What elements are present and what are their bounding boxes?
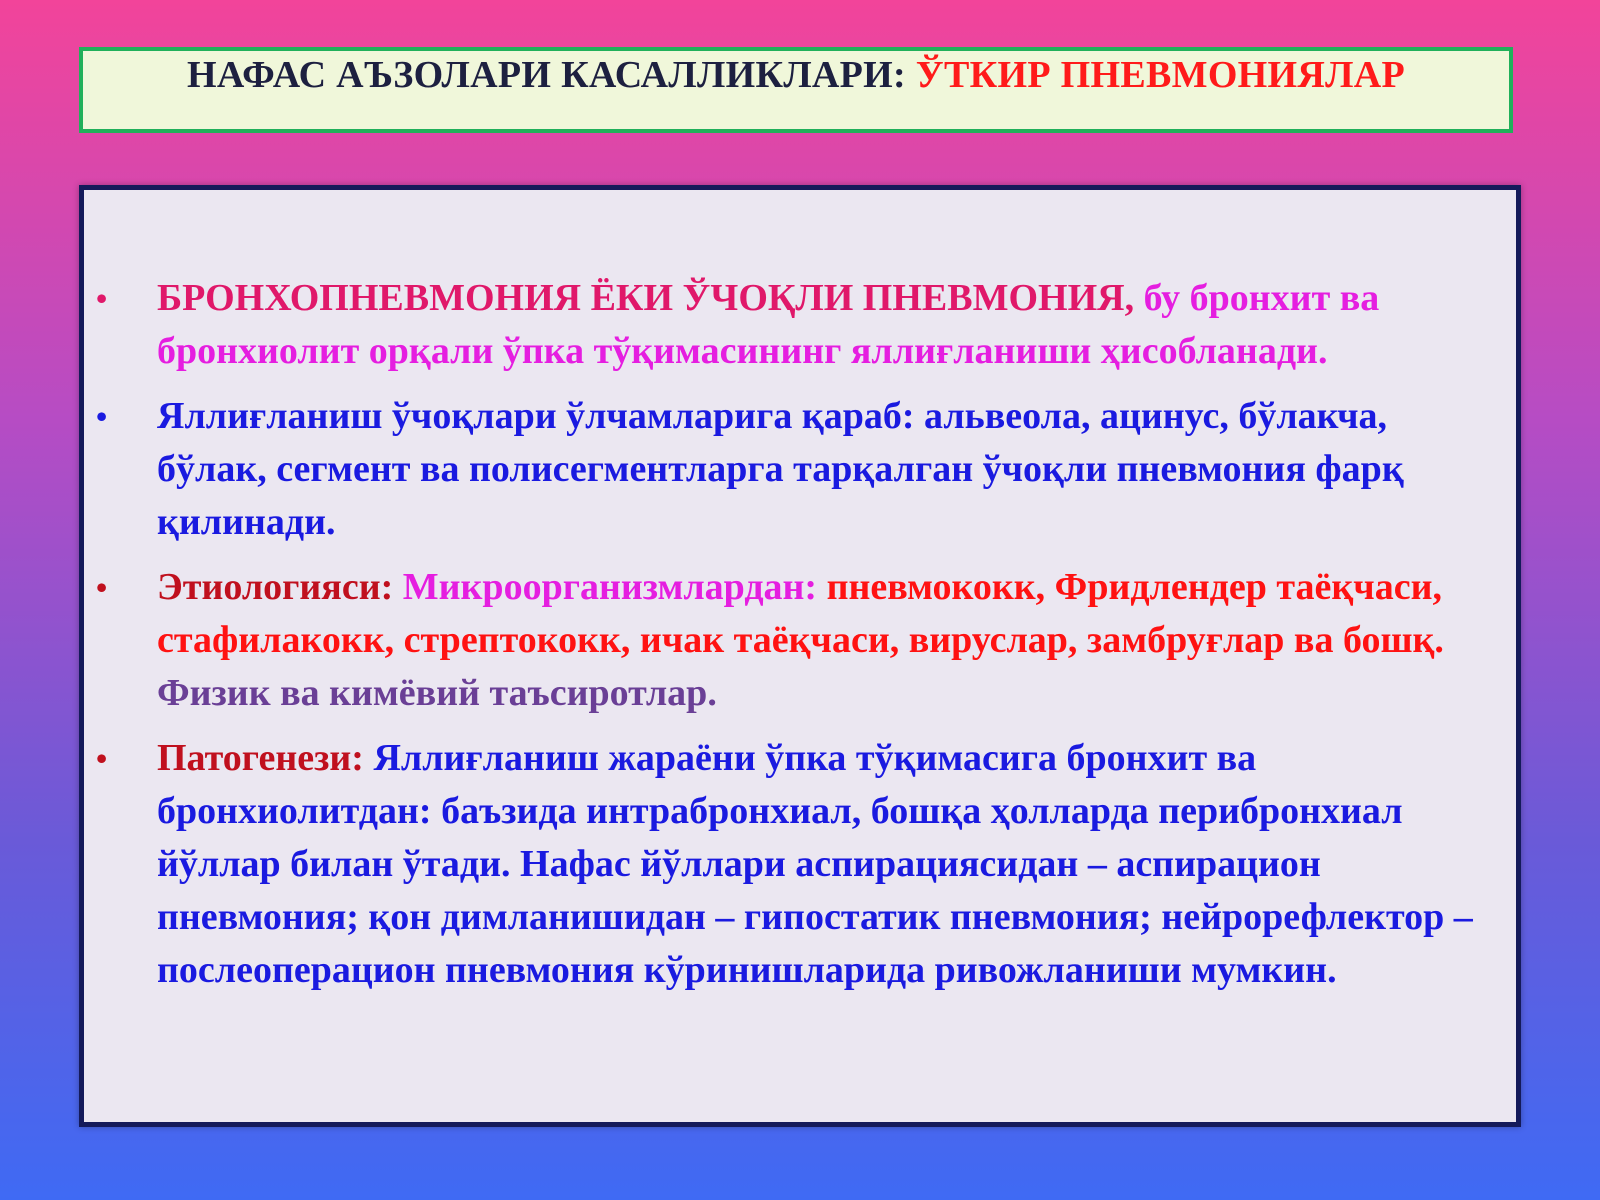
bullet-list [84, 272, 1504, 1009]
bullet-item-etiology [84, 561, 1504, 720]
bullet-text: Яллиғланиш жараёни ўпка тўқимасига бронхит ва бронхиолитдан: баъзида интрабронхиал, бошқа ҳолларда перибронхиал йўллар билан ўтади. Нафас йўллари аспирациясидан – аспирацион пневмония; қон димланишидан – гипостатик пневмония; нейрорефлектор – послеоперацион пневмония кўринишларида ривожланиши мумкин. [157, 737, 1473, 991]
bullet-item-pathogenesis [84, 732, 1504, 997]
bullet-text-extra: Физик ва кимёвий таъсиротлар. [157, 672, 717, 714]
content-box [79, 185, 1521, 1127]
bullet-dot: • [96, 398, 108, 434]
bullet-dot: • [96, 569, 108, 605]
slide-title-box [79, 47, 1513, 133]
bullet-subterm: Микроорганизмлардан: [402, 566, 827, 608]
bullet-dot: • [96, 280, 108, 316]
bullet-term: БРОНХОПНЕВМОНИЯ ЁКИ ЎЧОҚЛИ ПНЕВМОНИЯ, [157, 277, 1135, 319]
bullet-text: бу бронхит ва бронхиолит орқали ўпка тўқимасининг яллиғланиши ҳисобланади. [157, 277, 1380, 372]
bullet-item-bronchopneumonia [84, 272, 1504, 378]
bullet-dot: • [96, 740, 108, 776]
bullet-term: Патогенези: [157, 737, 374, 779]
bullet-term: Этиологияси: [157, 566, 403, 608]
bullet-text: пневмококк, Фридлендер таёқчаси, стафилакокк, стрептококк, ичак таёқчаси, вируслар, замбруғлар ва бошқ. [157, 566, 1444, 661]
slide-title-part-2: ЎТКИР ПНЕВМОНИЯЛАР [915, 54, 1406, 96]
bullet-text: Яллиғланиш ўчоқлари ўлчамларига қараб: альвеола, ацинус, бўлакча, бўлак, сегмент ва полисегментларга тарқалган ўчоқли пневмония фарқ қилинади. [157, 395, 1404, 543]
slide-title-part-1: НАФАС АЪЗОЛАРИ КАСАЛЛИКЛАРИ: [186, 54, 916, 96]
slide-title [83, 51, 1509, 99]
bullet-item-foci-size [84, 390, 1504, 549]
